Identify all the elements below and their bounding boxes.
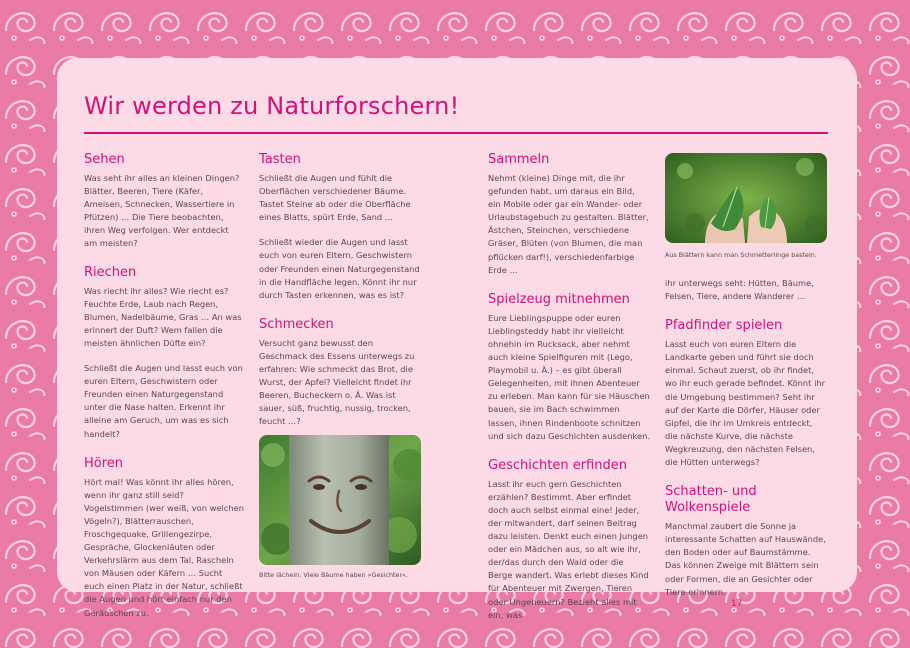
heading-schatten-line2: Wolkenspiele [665, 500, 751, 516]
text-schmecken: Versucht ganz bewusst den Geschmack des Essens unterwegs zu erfahren: Wie schmeckt das Brot, die Wurst, der Apfel? Vielleicht findet ihr Beeren, Bucheckern o. Ä. Was ist sauer, süß, fruchtig, nussig, trocken, feucht …? [259, 337, 415, 427]
column-4 [665, 277, 827, 599]
heading-spielzeug: Spielzeug mitnehmen [488, 291, 630, 307]
heading-sammeln: Sammeln [488, 152, 550, 167]
heading-schmecken: Schmecken [259, 316, 334, 332]
page-title: Wir werden zu Naturforschern! [84, 92, 460, 120]
tree-face-photo [259, 435, 421, 565]
text-tasten-1: Schließt die Augen und fühlt die Oberflächen verschiedener Bäume. Tastet Steine ab oder die Oberfläche eines Blatts, spürt Erde, Sand … [259, 173, 411, 223]
heading-pfadfinder: Pfadfinder spielen [665, 318, 783, 334]
text-hoeren: Hört mal! Was könnt ihr alles hören, wenn ihr ganz still seid? Vogelstimmen (wer weiß, von welchen Vögeln?), Blätterrauschen, Froschgequake, Grillengezirpe, Gespräche, Glockenläuten oder Verkehrslärm aus dem Tal, Rascheln von Mäusen oder Käfern … Sucht euch einen Platz in der Natur, schließt die Augen und hört einfach nur den Geräuschen zu. [84, 476, 244, 618]
text-riechen-1: Was riecht ihr alles? Wie riecht es? Feuchte Erde, Laub nach Regen, Blumen, Nadelbäume, Gras … An was erinnert der Duft? Wem fallen die meisten ähnlichen Düfte ein? [84, 285, 242, 348]
text-riechen-2: Schließt die Augen und lasst euch von euren Eltern, Geschwistern oder Freunden einen Naturgegenstand unter die Nase halten. Erkennt ihr alleine am Geruch, um was es sich handelt? [84, 363, 243, 439]
title-underline [84, 132, 828, 134]
heading-sehen: Sehen [84, 152, 125, 167]
text-spielzeug: Eure Lieblingspuppe oder euren Lieblingsteddy habt ihr vielleicht ohnehin im Rucksack, aber nehmt auch kleine Spielfiguren mit (Lego, Playmobil u. Ä.) – es gibt überall Gelegenheiten, mit ihnen Abenteuer zu erleben. Man kann für sie Häuschen bauen, sie im Bach schwimmen lassen, ihnen Rindenboote schnitzen und sich dazu Geschichten ausdenken. [488, 312, 650, 441]
caption-tree-face: Bitte lächeln: Viele Bäume haben »Gesichter«. [259, 571, 408, 579]
caption-leaves: Aus Blättern kann man Schmetterlinge basteln. [665, 251, 817, 259]
text-sammeln: Nehmt (kleine) Dinge mit, die ihr gefunden habt, um daraus ein Bild, ein Mobile oder gar ein Wander- oder Urlaubstagebuch zu gestalten. Blätter, Ästchen, Steinchen, verschiedene Gräser, Blüten (von Blumen, die man pflücken darf!), verschiedenfarbige Erde … [488, 173, 649, 275]
text-pfadfinder: Lasst euch von euren Eltern die Landkarte geben und führt sie doch einmal. Schaut zuerst, ob ihr findet, wo ihr euch gerade befindet. Könnt ihr die Umgebung bestimmen? Seht ihr auf der Karte die Dörfer, Häuser oder Gipfel, die ihr im Umkreis entdeckt, die nächste Kurve, die nächste Wegkreuzung, den nächsten Felsen, die Hütten unterwegs? [665, 339, 826, 468]
text-schatten: Manchmal zaubert die Sonne ja interessante Schatten auf Hauswände, den Boden oder auf Baumstämme. Das können Zweige mit Blättern sein oder Formen, die an Gesichter oder Tiere erinnern. [665, 521, 826, 597]
text-sehen: Was seht ihr alles an kleinen Dingen? Blätter, Beeren, Tiere (Käfer, Ameisen, Schnecken, Wassertiere in Pfützen) … Die Tiere beobachten, ihren Weg verfolgen. Wer entdeckt am meisten? [84, 173, 240, 249]
heading-schatten-line1: Schatten- und [665, 484, 757, 500]
column-2 [259, 152, 421, 429]
heading-geschichten: Geschichten erfinden [488, 457, 627, 473]
column-1 [84, 152, 244, 620]
text-col4-continued: ihr unterwegs seht: Hütten, Bäume, Felsen, Tiere, andere Wanderer … [665, 278, 814, 302]
heading-tasten: Tasten [259, 152, 301, 167]
heading-hoeren: Hören [84, 455, 124, 471]
column-3 [488, 152, 650, 622]
page-number: 17 [731, 599, 743, 609]
text-geschichten: Lasst ihr euch gern Geschichten erzählen? Bestimmt. Aber erfindet doch auch selbst einmal eine! Jeder, der mitwandert, darf seinen Beitrag dazu leisten. Denkt euch einen Jungen oder ein Mädchen aus, so alt wie ihr, der/das durch den Wald oder die Berge wandert. Was erlebt dieses Kind für Abenteuer mit Zwergen, Tieren oder Ungeheuern? Bezieht alles mit ein, was [488, 478, 649, 620]
heading-riechen: Riechen [84, 264, 137, 280]
text-tasten-2: Schließt wieder die Augen und lasst euch von euren Eltern, Geschwistern oder Freunden einen Naturgegenstand in die Handfläche legen. Könnt ihr nur durch Tasten erkennen, was es ist? [259, 237, 420, 300]
leaves-in-hands-photo [665, 153, 827, 243]
